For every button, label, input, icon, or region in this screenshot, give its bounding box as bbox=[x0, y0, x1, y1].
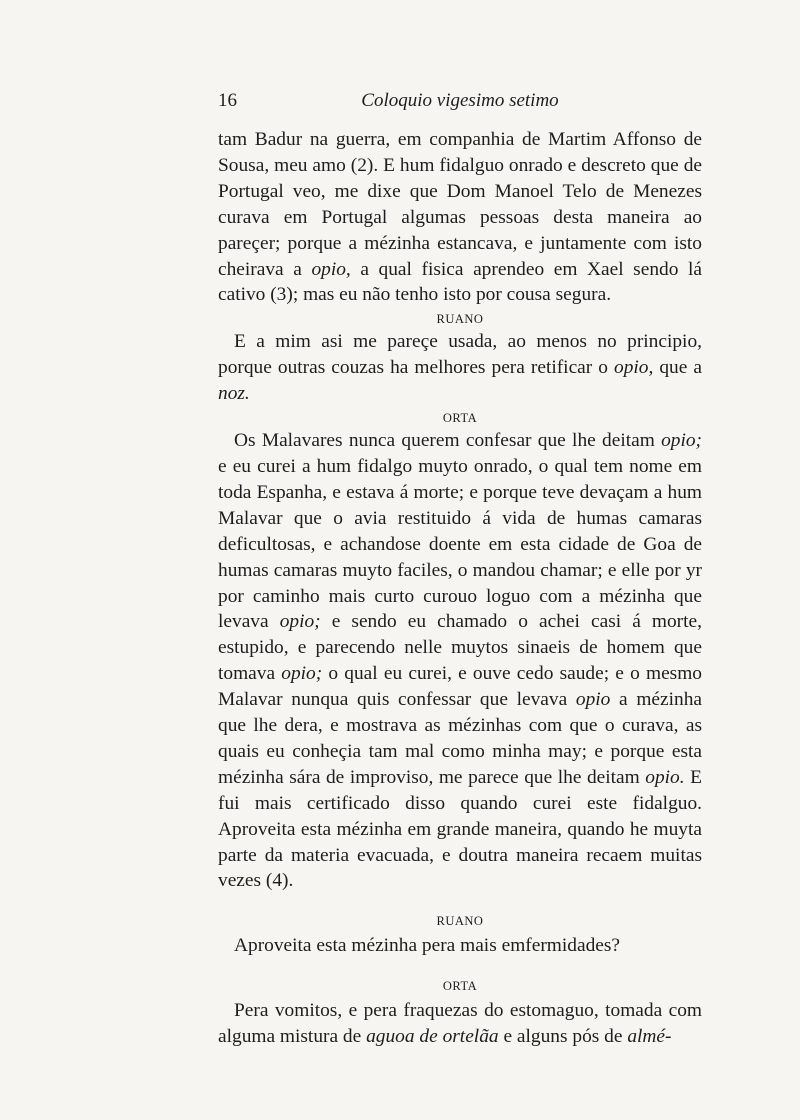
paragraph-5: Pera vomitos, e pera fraquezas do estomaguo, tomada com alguma mistura de aguoa de ortelãa e alguns pós de almé- bbox=[218, 1000, 702, 1048]
speaker-label-ruano: RUANO bbox=[436, 312, 484, 327]
italic-term: opio; bbox=[661, 430, 702, 452]
italic-term: aguoa de ortelãa bbox=[366, 1026, 499, 1048]
speaker-label-orta: ORTA bbox=[442, 979, 478, 994]
page-number: 16 bbox=[218, 90, 237, 111]
italic-term: opio; bbox=[279, 611, 321, 633]
paragraph-1: tam Badur na guerra, em companhia de Martim Affonso de Sousa, meu amo (2). E hum fidalguo onrado e descreto que de Portugal veo, me dixe que Dom Manoel Telo de Menezes curava em Portugal algumas pessoas desta maneira ao pareçer; porque a mézinha estancava, e juntamente com isto cheirava a opio, a qual fisica aprendeo em Xael sendo lá cativo (3); mas eu não tenho isto por cousa segura. bbox=[218, 129, 702, 306]
body-text bbox=[218, 127, 702, 1050]
italic-term: opio. bbox=[645, 766, 685, 788]
italic-term: noz. bbox=[218, 383, 250, 405]
paragraph-3: Os Malavares nunca querem confesar que lhe deitam opio; e eu curei a hum fidalgo muyto onrado, o qual tem nome em toda Espanha, e estava á morte; e porque teve devaçam a hum Malavar que o avia restituido á vida de humas camaras deficultosas, e achandose doente em esta cidade de Goa de humas camaras muyto faciles, o mandou chamar; e elle por yr por caminho mais curto curouo loguo com a mézinha que levava opio; e sendo eu chamado o achei casi á morte, estupido, e parecendo nelle muytos sinaeis de homem que tomava opio; o qual eu curei, e ouve cedo saude; e o mesmo Malavar nunqua quis confessar que levava opio a mézinha que lhe dera, e mostrava as mézinhas com que o curava, as quais eu conheçia tam mal como minha may; e porque esta mézinha sára de improviso, me parece que lhe deitam opio. E fui mais certificado disso quando curei este fidalguo. Aproveita esta mézinha em grande maneira, quando he muyta parte da materia evacuada, e doutra maneira recaem muitas vezes (4). bbox=[218, 430, 703, 892]
paragraph-2: E a mim asi me pareçe usada, ao menos no principio, porque outras couzas ha melhores pera retificar o opio, que a noz. bbox=[218, 331, 702, 405]
paragraph-4: Aproveita esta mézinha pera mais emfermidades? bbox=[234, 935, 621, 957]
italic-term: opio; bbox=[281, 663, 323, 685]
italic-term: opio bbox=[575, 689, 611, 711]
speaker-label-orta: ORTA bbox=[442, 411, 478, 426]
speaker-label-ruano: RUANO bbox=[436, 914, 484, 929]
italic-term: opio, bbox=[614, 357, 654, 379]
italic-term: almé- bbox=[627, 1026, 672, 1048]
italic-term: opio, bbox=[311, 258, 351, 280]
running-title: Coloquio vigesimo setimo bbox=[361, 90, 559, 111]
